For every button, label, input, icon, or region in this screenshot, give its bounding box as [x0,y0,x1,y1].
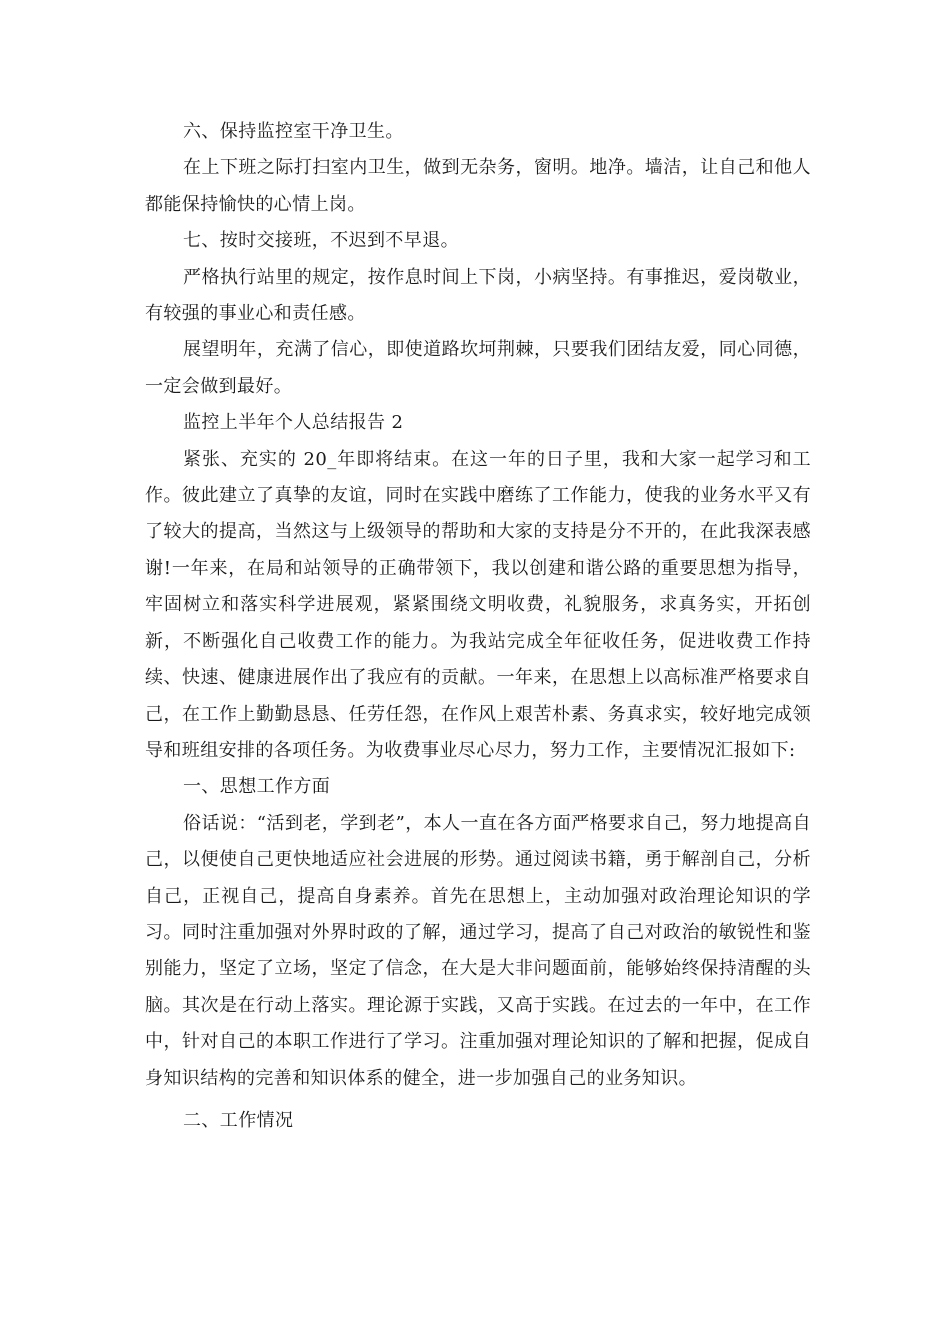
paragraph-shift-rules: 严格执行站里的规定，按作息时间上下岗，小病坚持。有事推迟，爱岗敬业，有较强的事业心和责任感。 [145,266,811,325]
paragraph-cleaning: 在上下班之际打扫室内卫生，做到无杂务，窗明。地净。墙洁，让自己和他人都能保持愉快的心情上岗。 [145,157,811,215]
section-heading-thought: 一、思想工作方面 [183,776,331,798]
report-title: 监控上半年个人总结报告 2 [183,412,404,434]
section-heading-7: 七、按时交接班，不迟到不早退。 [183,230,459,252]
document-page [145,114,811,1139]
section-heading-work: 二、工作情况 [183,1109,294,1131]
paragraph-thought: 俗话说：“活到老，学到老”，本人一直在各方面严格要求自己，努力地提高自己，以便使自己更快地适应社会进展的形势。通过阅读书籍，勇于解剖自己，分析自己，正视自己，提高自身素养。首先在思想上，主动加强对政治理论知识的学习。同时注重加强对外界时政的了解，通过学习，提高了自己对政治的敏锐性和鉴别能力，坚定了立场，坚定了信念，在大是大非问题面前，能够始终保持清醒的头脑。其次是在行动上落实。理论源于实践，又高于实践。在过去的一年中，在工作中，针对自己的本职工作进行了学习。注重加强对理论知识的了解和把握，促成自身知识结构的完善和知识体系的健全，进一步加强自己的业务知识。 [145,812,811,1089]
paragraph-outlook: 展望明年，充满了信心，即使道路坎坷荆棘，只要我们团结友爱，同心同德，一定会做到最好。 [145,339,811,397]
section-heading-6: 六、保持监控室干净卫生。 [183,121,404,142]
paragraph-intro: 紧张、充实的 20_年即将结束。在这一年的日子里，我和大家一起学习和工作。彼此建立了真挚的友谊，同时在实践中磨练了工作能力，使我的业务水平又有了较大的提高，当然这与上级领导的帮助和大家的支持是分不开的，在此我深表感谢!一年来，在局和站领导的正确带领下，我以创建和谐公路的重要思想为指导，牢固树立和落实科学进展观，紧紧围绕文明收费，礼貌服务，求真务实，开拓创新，不断强化自己收费工作的能力。为我站完成全年征收任务，促进收费工作持续、快速、健康进展作出了我应有的贡献。一年来，在思想上以高标准严格要求自己，在工作上勤勤恳恳、任劳任怨，在作风上艰苦朴素、务真求实，较好地完成领导和班组安排的各项任务。为收费事业尽心尽力，努力工作，主要情况汇报如下: [145,448,811,761]
